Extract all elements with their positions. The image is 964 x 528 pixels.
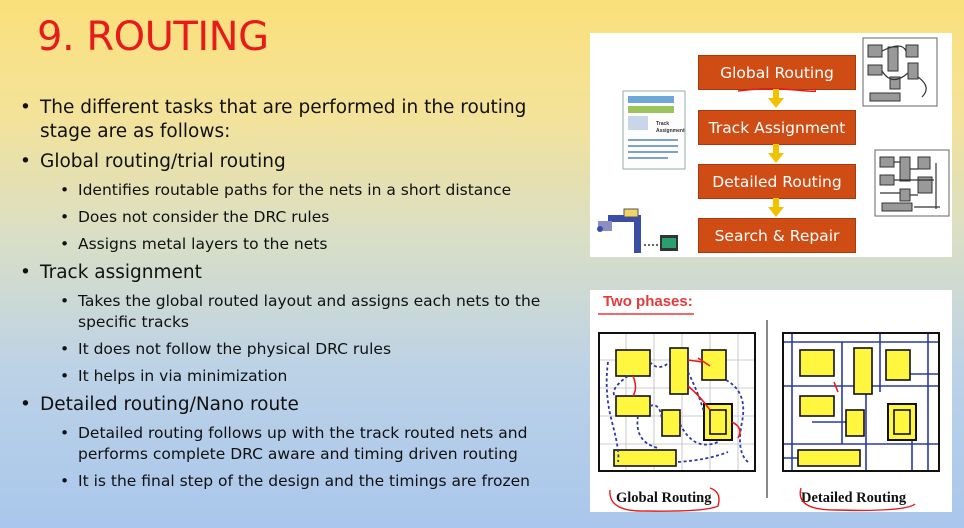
flow-step-search-repair: Search & Repair: [698, 218, 856, 253]
arrow-down-icon: [768, 89, 784, 109]
bullet-track-assignment: • Track assignment: [20, 261, 580, 285]
global-label-circle: [606, 484, 722, 514]
flow-step-detailed-routing: Detailed Routing: [698, 164, 856, 199]
arrow-down-icon: [768, 198, 784, 218]
bullet-list: [20, 96, 580, 498]
global-routing-label: Global Routing: [616, 490, 712, 506]
sub-bullet: • Identifies routable paths for the nets in a short distance: [20, 180, 580, 201]
phase-divider: [765, 320, 769, 500]
sub-bullet: • Detailed routing follows up with the track routed nets and performs complete DRC aware and timing driven routing: [20, 423, 558, 465]
layout-thumbnail-detailed: [874, 149, 950, 217]
layout-thumbnail-global: [862, 37, 938, 107]
bullet-detailed-routing: • Detailed routing/Nano route: [20, 393, 580, 417]
doc-caption-1: Track: [656, 121, 670, 127]
two-phases-title-underline: [596, 312, 696, 316]
detailed-label-circle: [795, 484, 919, 514]
detailed-routing-label: Detailed Routing: [801, 490, 907, 506]
sub-bullet: • Does not consider the DRC rules: [20, 207, 580, 228]
bullet-global-routing: • Global routing/trial routing: [20, 150, 580, 174]
flow-step-global-routing: Global Routing: [698, 55, 856, 90]
global-routing-figure: [598, 332, 758, 474]
robot-arm-illustration: [594, 207, 684, 255]
doc-caption-2: Assignment: [656, 128, 685, 134]
bullet-intro: • The different tasks that are performed in the routing stage are as follows:: [20, 96, 560, 144]
two-phases-title: Two phases:: [603, 293, 693, 310]
detailed-routing-figure: [782, 332, 942, 474]
sub-bullet: • It helps in via minimization: [20, 366, 580, 387]
sub-bullet: • Assigns metal layers to the nets: [20, 234, 580, 255]
flow-step-track-assignment: Track Assignment: [698, 110, 856, 145]
sub-bullet: • It does not follow the physical DRC rules: [20, 339, 580, 360]
two-phases-diagram: [590, 290, 952, 512]
slide-title: 9. ROUTING: [37, 14, 269, 60]
sub-bullet: • Takes the global routed layout and assigns each nets to the specific tracks: [20, 291, 558, 333]
sub-bullet: • It is the final step of the design and the timings are frozen: [20, 471, 580, 492]
routing-flow-diagram: [590, 33, 952, 257]
arrow-down-icon: [768, 144, 784, 164]
